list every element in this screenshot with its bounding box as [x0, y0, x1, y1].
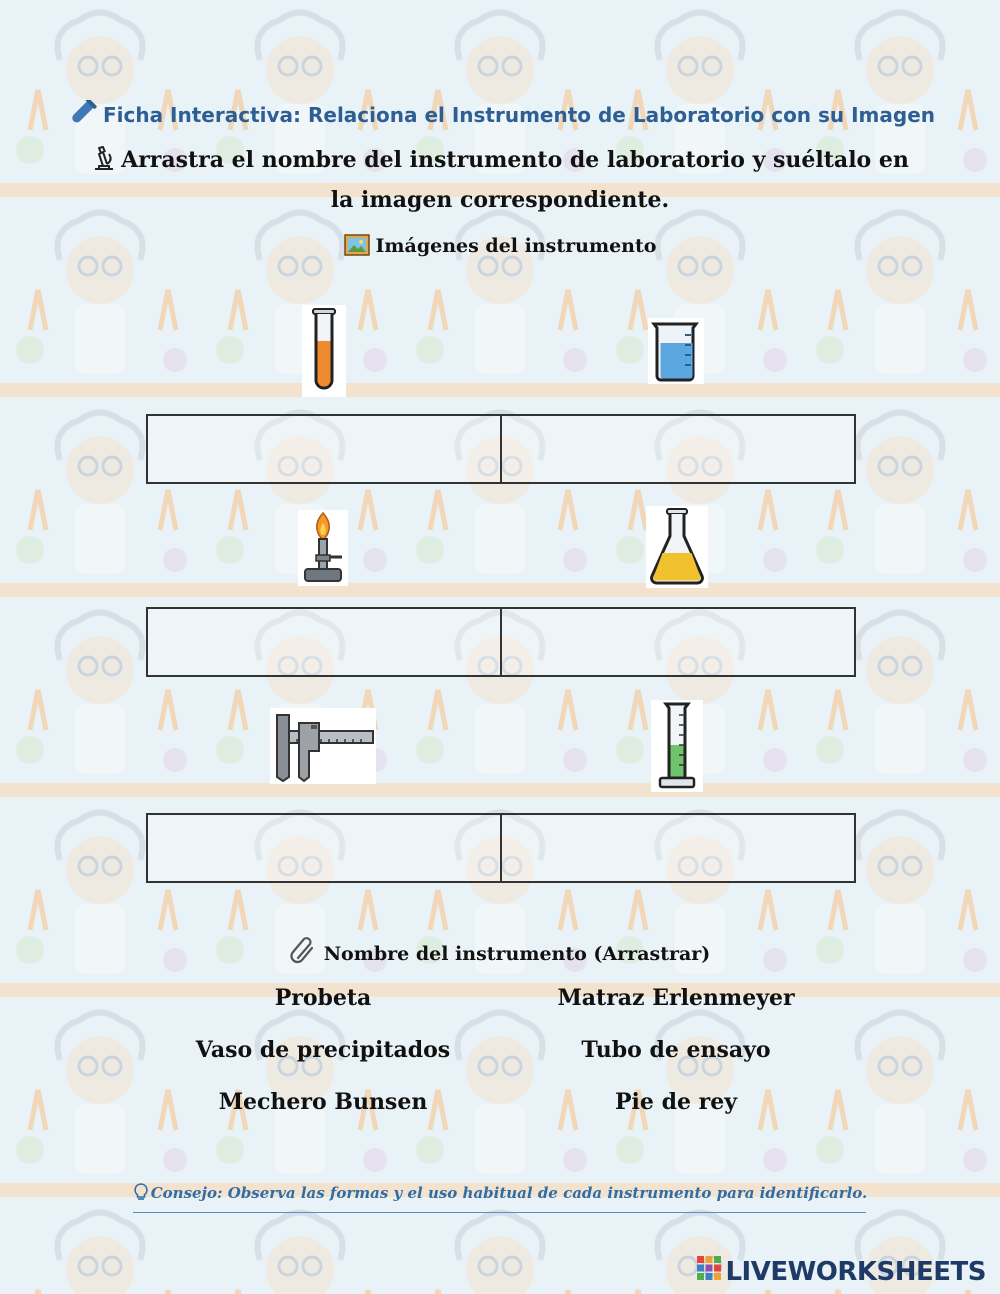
lightbulb-icon: [133, 1183, 149, 1205]
draggable-word-probeta[interactable]: Probeta: [274, 985, 372, 1011]
microscope-icon: [91, 145, 117, 182]
paperclip-icon: [290, 936, 318, 969]
drop-zone-row-2: [146, 607, 856, 677]
erlenmeyer-flask-image: [646, 506, 708, 588]
test-tube-icon: [65, 100, 97, 131]
names-section-title: [0, 936, 1000, 969]
drop-zone-erlenmeyer-flask[interactable]: [500, 609, 854, 675]
tip: [0, 1183, 1000, 1205]
beaker-image: [648, 318, 704, 384]
images-section-title-text: Imágenes del instrumento: [375, 235, 657, 257]
tip-divider: [133, 1212, 866, 1213]
picture-icon: [344, 234, 370, 261]
draggable-word-pie-de-rey[interactable]: Pie de rey: [615, 1089, 737, 1115]
instructions: [80, 142, 920, 218]
drop-zone-test-tube[interactable]: [148, 416, 500, 482]
test-tube-image: [302, 305, 346, 397]
drop-zone-caliper[interactable]: [148, 815, 500, 881]
worksheet-title-text: Ficha Interactiva: Relaciona el Instrumento de Laboratorio con su Imagen: [102, 103, 936, 127]
drop-zone-beaker[interactable]: [500, 416, 854, 482]
bunsen-burner-image: [298, 510, 348, 586]
images-section-title: [0, 234, 1000, 261]
drop-zone-graduated-cylinder[interactable]: [500, 815, 854, 881]
drop-zone-bunsen-burner[interactable]: [148, 609, 500, 675]
names-section-title-text: Nombre del instrumento (Arrastrar): [323, 943, 711, 965]
graduated-cylinder-image: [651, 700, 703, 792]
tip-text: Consejo: Observa las formas y el uso habitual de cada instrumento para identificarlo.: [150, 1184, 868, 1202]
draggable-word-tubo-de-ensayo[interactable]: Tubo de ensayo: [581, 1037, 771, 1063]
draggable-word-vaso-de-precipitados[interactable]: Vaso de precipitados: [195, 1037, 451, 1063]
draggable-word-matraz-erlenmeyer[interactable]: Matraz Erlenmeyer: [557, 985, 795, 1011]
draggable-word-mechero-bunsen[interactable]: Mechero Bunsen: [218, 1089, 428, 1115]
brand-name: LIVEWORKSHEETS: [725, 1256, 986, 1287]
liveworksheets-logo-icon: [696, 1255, 722, 1288]
caliper-image: [270, 708, 376, 784]
liveworksheets-brand: [696, 1255, 986, 1288]
drop-zone-row-1: [146, 414, 856, 484]
drop-zone-row-3: [146, 813, 856, 883]
worksheet-title: [0, 100, 1000, 131]
instructions-text: Arrastra el nombre del instrumento de laboratorio y suéltalo en la imagen correspondiente.: [121, 147, 909, 213]
